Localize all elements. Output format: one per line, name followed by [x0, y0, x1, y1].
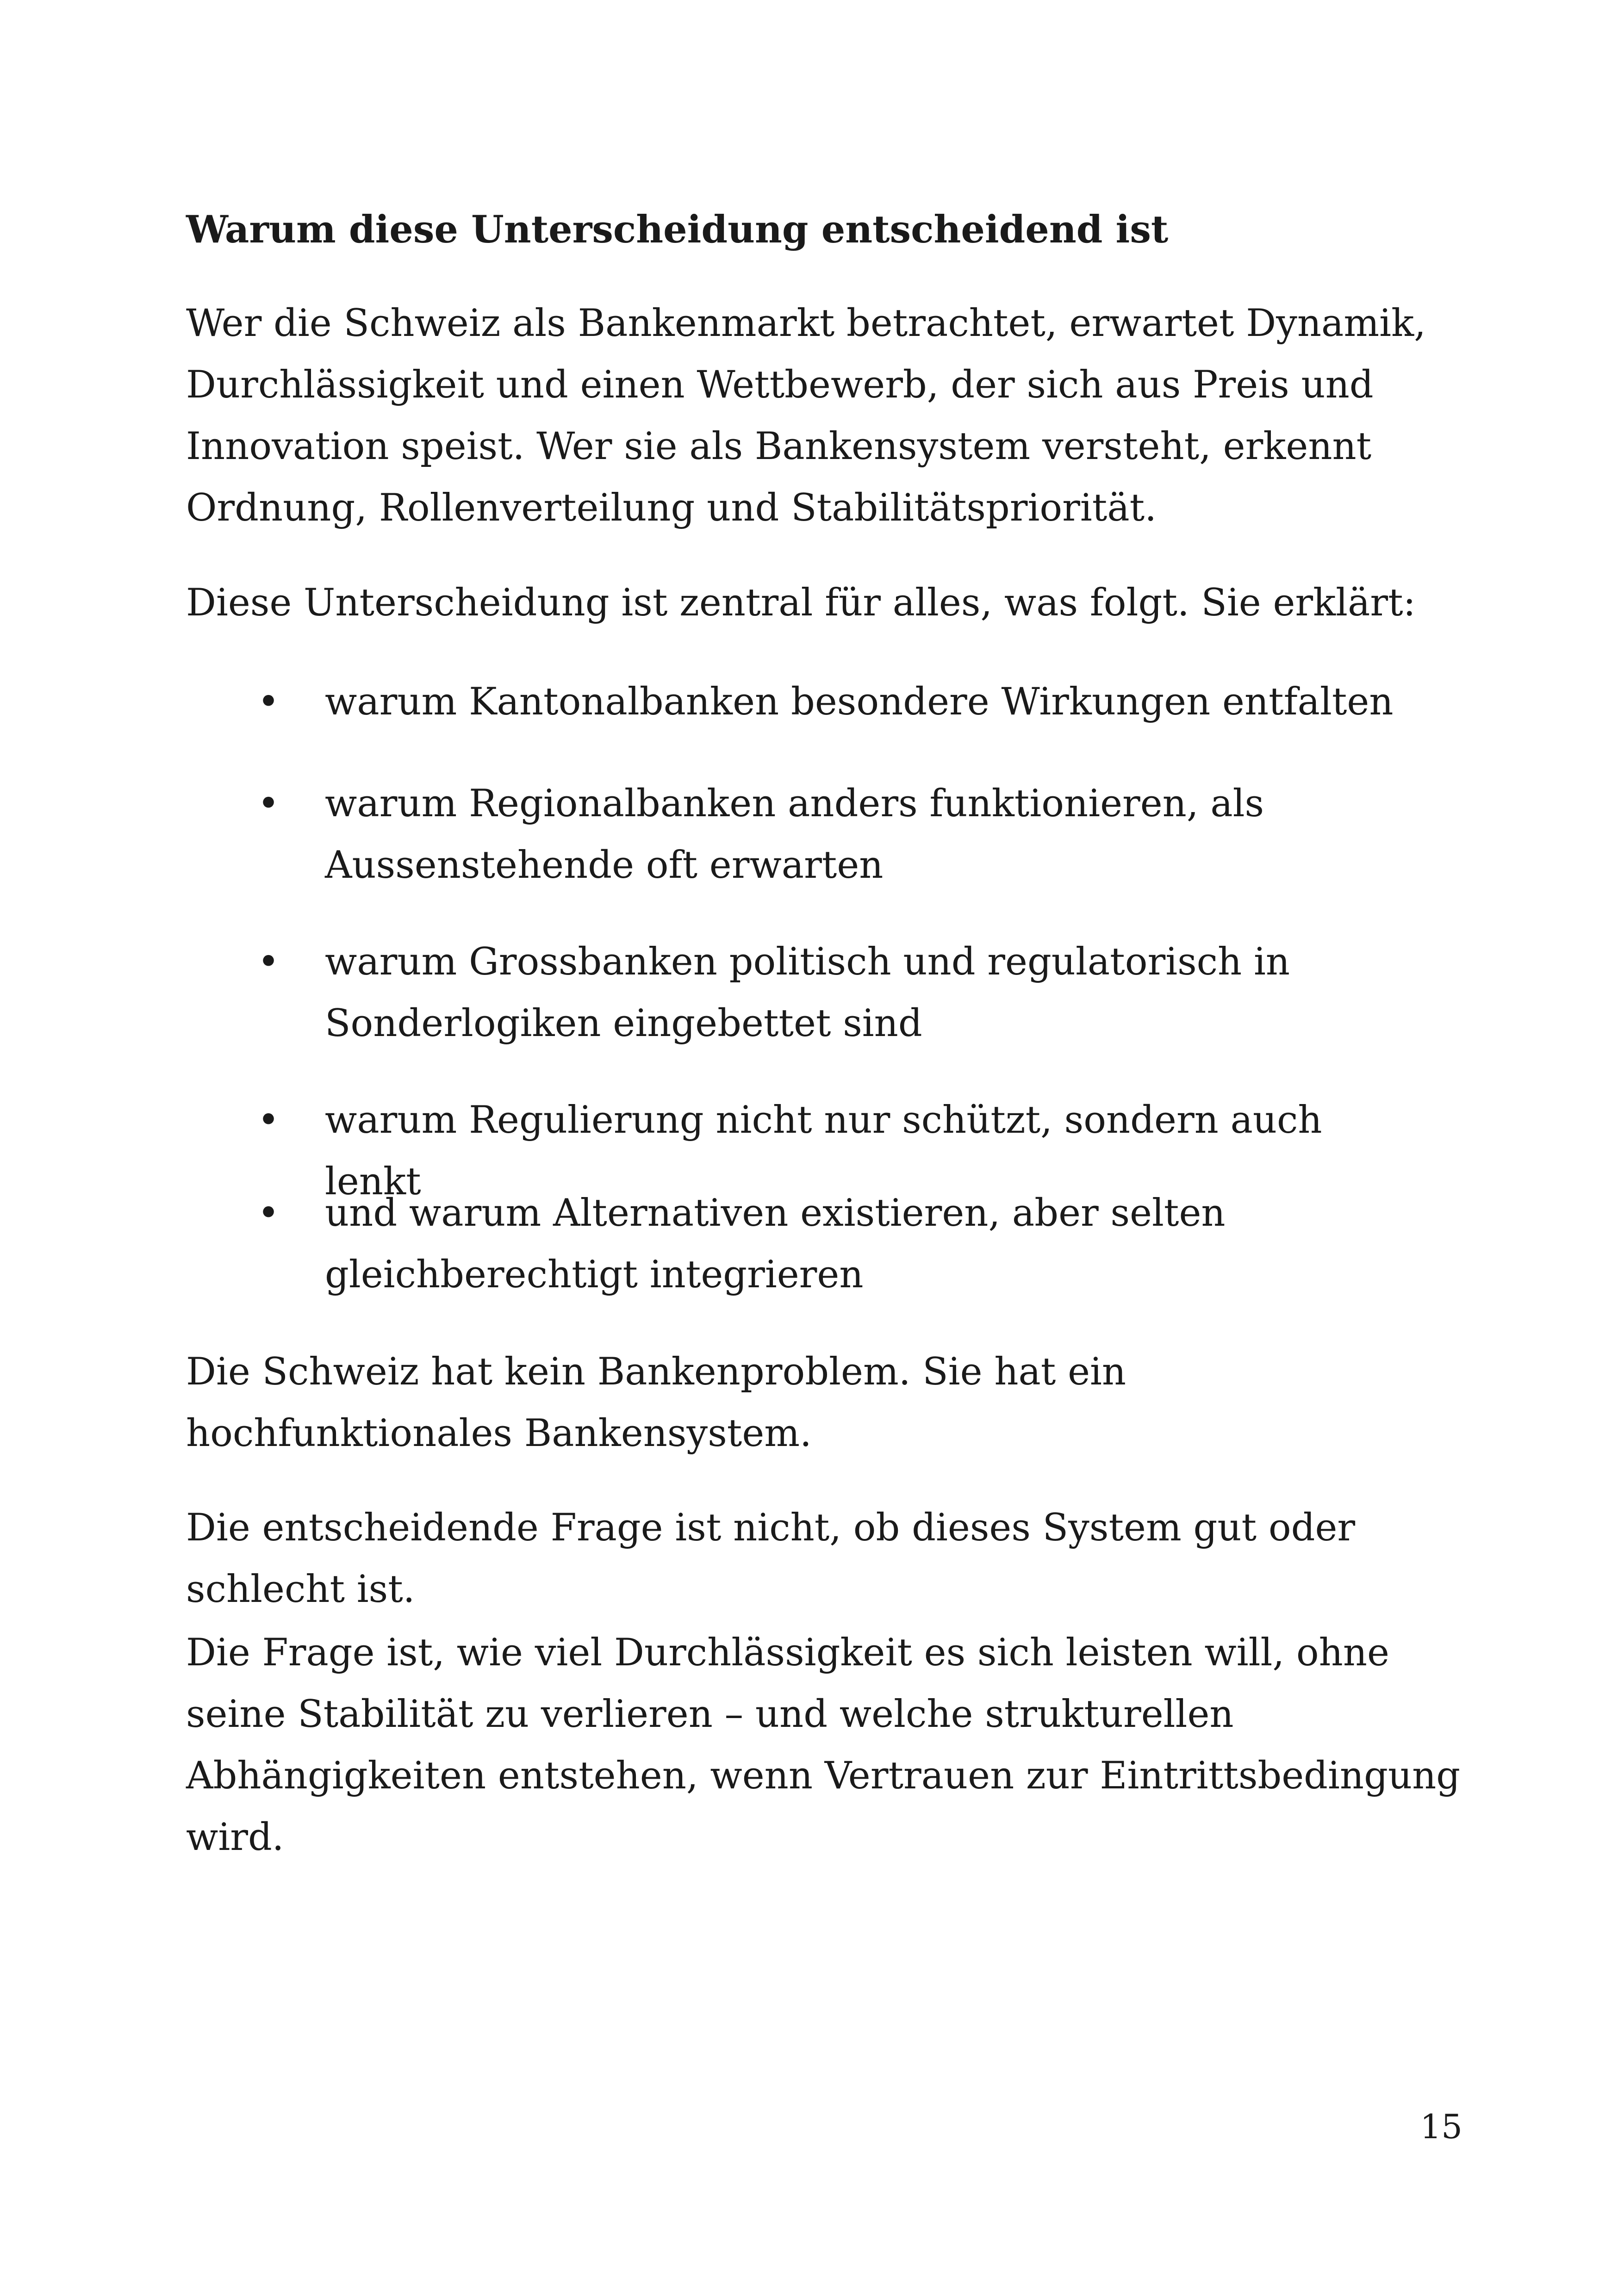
paragraph-kein-bankenproblem: Die Schweiz hat kein Bankenproblem. Sie hat ein hochfunktionales Bankensystem. — [186, 1350, 1126, 1455]
bullet-icon: • — [257, 680, 280, 724]
paragraph-unterscheidung-zentral: Diese Unterscheidung ist zentral für alles, was folgt. Sie erklärt: — [186, 581, 1416, 625]
list-item-text: und warum Alternativen existieren, aber selten gleichberechtigt integrieren — [325, 1191, 1226, 1297]
list-item-text: warum Kantonalbanken besondere Wirkungen entfalten — [325, 680, 1394, 724]
list-item-text: warum Regulierung nicht nur schützt, sondern auch lenkt — [325, 1098, 1322, 1204]
bullet-icon: • — [257, 1098, 280, 1142]
section-heading: Warum diese Unterscheidung entscheidend ist — [186, 208, 1169, 252]
page-number: 15 — [1420, 2107, 1462, 2146]
bullet-icon: • — [257, 1191, 280, 1235]
paragraph-durchlaessigkeit: Die Frage ist, wie viel Durchlässigkeit es sich leisten will, ohne seine Stabilität zu verlieren – und welche strukturellen Abhängigkeiten entstehen, wenn Vertrauen zur Eintrittsbedingung wird. — [186, 1631, 1461, 1859]
bullet-icon: • — [257, 940, 280, 984]
list-item-text: warum Regionalbanken anders funktionieren, als Aussenstehende oft erwarten — [325, 782, 1264, 887]
bullet-icon: • — [257, 782, 280, 825]
paragraph-entscheidende-frage: Die entscheidende Frage ist nicht, ob dieses System gut oder schlecht ist. — [186, 1506, 1356, 1611]
paragraph-markt-vs-system: Wer die Schweiz als Bankenmarkt betrachtet, erwartet Dynamik, Durchlässigkeit und einen Wettbewerb, der sich aus Preis und Innovation speist. Wer sie als Bankensystem versteht, erkennt Ordnung, Rollenverteilung und Stabilitätspriorität. — [186, 302, 1426, 530]
list-item-text: warum Grossbanken politisch und regulatorisch in Sonderlogiken eingebettet sind — [325, 940, 1290, 1045]
